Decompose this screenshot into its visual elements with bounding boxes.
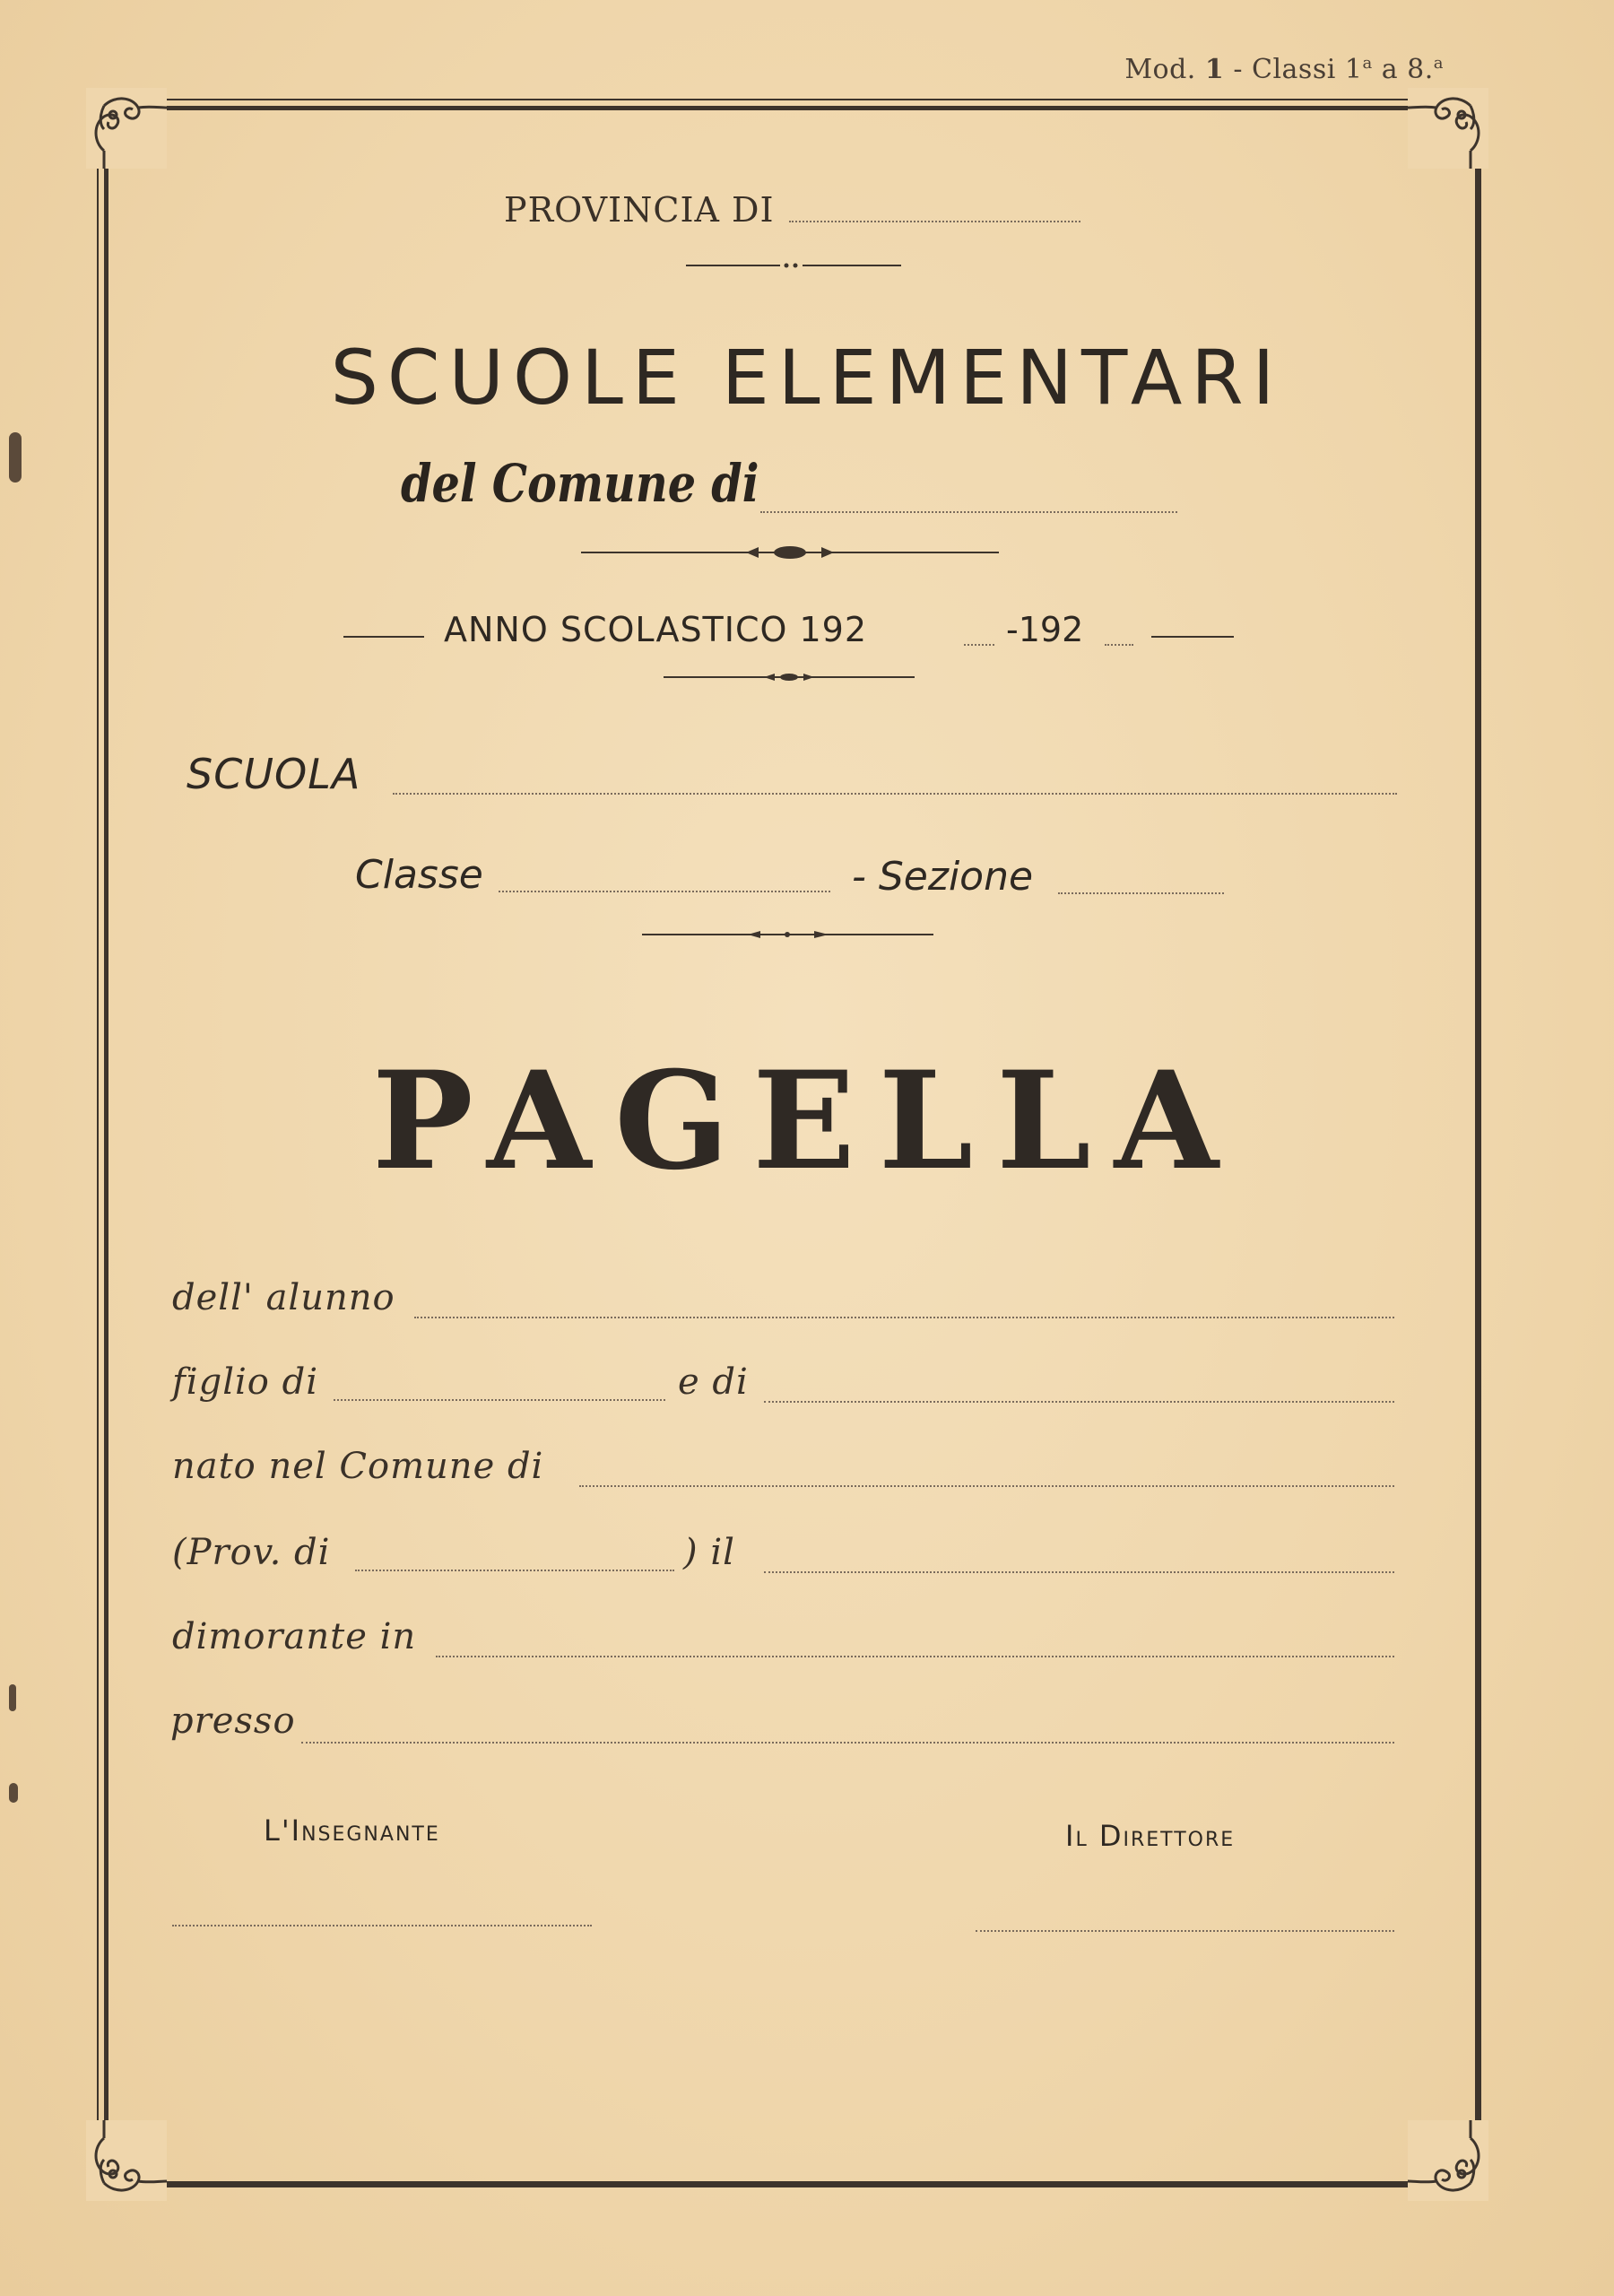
dimorante-field[interactable]	[436, 1656, 1394, 1657]
alunno-field[interactable]	[414, 1317, 1394, 1318]
mod-number: 1	[1204, 54, 1225, 85]
corner-ornament-icon	[86, 88, 167, 169]
corner-ornament-icon	[1408, 88, 1488, 169]
mod-to-sup: a	[1433, 54, 1444, 73]
scuola-field[interactable]	[393, 793, 1397, 795]
corner-ornament-icon	[1408, 2120, 1488, 2201]
anno-field-1[interactable]	[964, 644, 994, 646]
presso-label: presso	[170, 1700, 296, 1742]
madre-field[interactable]	[764, 1401, 1394, 1403]
direttore-label: Il Direttore	[1065, 1819, 1236, 1853]
nato-label: nato nel Comune di	[172, 1446, 544, 1487]
figlio-label: figlio di	[172, 1361, 318, 1403]
anno-label: ANNO SCOLASTICO 192	[444, 610, 868, 649]
document-heading: SCUOLE ELEMENTARI	[330, 334, 1284, 422]
classe-label: Classe	[355, 852, 483, 898]
anno-dash-left	[343, 636, 424, 638]
comune-field[interactable]	[760, 511, 1177, 513]
prov-field[interactable]	[355, 1570, 674, 1571]
separator-ornament	[581, 544, 999, 561]
corner-ornament-icon	[86, 2120, 167, 2201]
provincia-field[interactable]	[789, 221, 1080, 222]
separator-ornament	[686, 260, 901, 271]
direttore-signature-line[interactable]	[976, 1930, 1394, 1932]
insegnante-label: L'Insegnante	[264, 1813, 440, 1848]
sezione-field[interactable]	[1058, 892, 1224, 894]
presso-field[interactable]	[301, 1742, 1394, 1744]
provincia-label: PROVINCIA DI	[504, 190, 775, 230]
anno-dash-right	[1151, 636, 1234, 638]
nato-field[interactable]	[579, 1485, 1394, 1487]
anno-second-label: -192	[1006, 610, 1084, 649]
separator-ornament	[642, 928, 933, 941]
e-di-label: e di	[678, 1361, 749, 1403]
il-label: ) il	[683, 1532, 735, 1573]
anno-field-2[interactable]	[1105, 644, 1133, 646]
binding-mark	[9, 1783, 18, 1803]
mod-classes-sup: a	[1362, 54, 1373, 73]
separator-ornament	[664, 671, 915, 683]
scuola-label: SCUOLA	[187, 750, 361, 798]
alunno-label: dell' alunno	[172, 1277, 395, 1318]
model-label	[1124, 54, 1444, 85]
data-nascita-field[interactable]	[764, 1571, 1394, 1573]
binding-mark	[9, 1684, 16, 1711]
insegnante-signature-line[interactable]	[172, 1925, 592, 1926]
prov-label: (Prov. di	[172, 1532, 331, 1573]
mod-classes: - Classi 1	[1233, 54, 1363, 85]
dimorante-label: dimorante in	[172, 1616, 417, 1657]
sezione-label: - Sezione	[852, 854, 1034, 900]
binding-mark	[9, 432, 22, 483]
classe-field[interactable]	[499, 891, 830, 892]
pagella-title: PAGELLA	[371, 1042, 1242, 1200]
mod-to: a 8.	[1381, 54, 1434, 85]
padre-field[interactable]	[334, 1399, 665, 1401]
comune-label: del Comune di	[401, 453, 759, 514]
mod-prefix: Mod.	[1124, 54, 1196, 85]
